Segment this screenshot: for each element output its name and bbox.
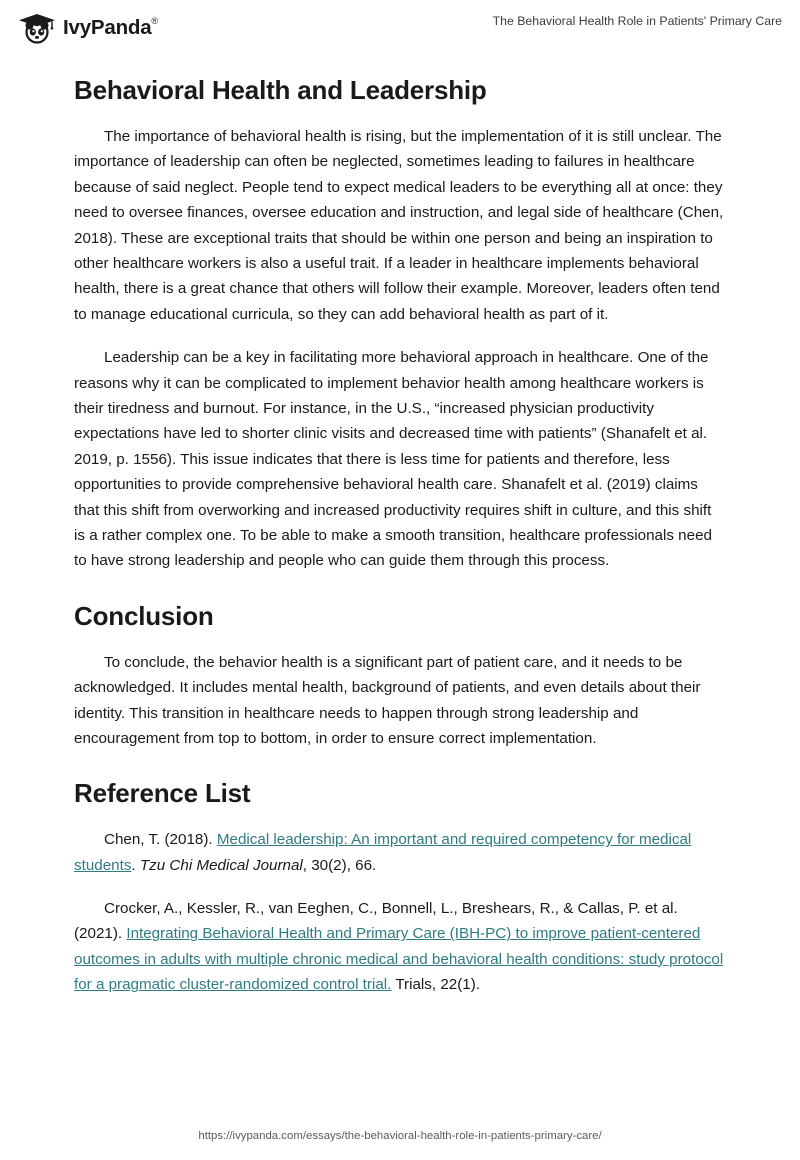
section-heading-behavioral-health-and-leadership: Behavioral Health and Leadership [74, 75, 487, 105]
paragraph: Leadership can be a key in facilitating more behavioral approach in healthcare. One of the reasons why it can be complicated to implement behavior health among healthcare workers is their tiredness and burnout. For instance, in the U.S., “increased physician productivity expectations have led to shorter clinic visits and decreased time with patients” (Shanafelt et al. 2019, p. 1556). This issue indicates that there is less time for patients and therefore, less opportunities to provide comprehensive behavioral health care. Shanafelt et al. (2019) claims that this shift from overworking and increased productivity requires shift in culture, and this shift is a rather complex one. To be able to make a smooth transition, healthcare professionals need to have strong leadership and people who can guide them through this process. [74, 349, 712, 570]
document-title-header: The Behavioral Health Role in Patients' Primary Care [492, 14, 782, 28]
reference-tail: Trials, 22(1). [395, 976, 481, 994]
reference-entry [74, 827, 726, 878]
reference-link[interactable]: Integrating Behavioral Health and Primary Care (IBH-PC) to improve patient-centered outcomes in adults with multiple chronic medical and behavioral health conditions: study protocol for a pragmatic cluster-randomized control trial. [74, 925, 724, 994]
brand-name [63, 16, 158, 40]
section-heading-conclusion: Conclusion [74, 600, 214, 631]
graduation-cap-panda-logo-icon [18, 12, 56, 44]
reference-entry [74, 896, 726, 998]
reference-prefix: Crocker, A., Kessler, R., van Eeghen, C., Bonnell, L., Breshears, R., & Callas, P. et al. (2021). [74, 900, 678, 943]
source-url[interactable]: https://ivypanda.com/essays/the-behavioral-health-role-in-patients-primary-care/ [198, 1130, 602, 1142]
section-heading-reference-list: Reference List [74, 778, 251, 809]
page-header [0, 0, 800, 52]
document-body [74, 62, 726, 1016]
paragraph: The importance of behavioral health is rising, but the implementation of it is still unclear. The importance of leadership can often be neglected, sometimes leading to failures in healthcare because of said neglect. People tend to expect medical leaders to be everything all at once: they need to oversee finances, oversee education and instruction, and legal side of healthcare (Chen, 2018). These are exceptional traits that should be within one person and being an inspiration to other healthcare workers is also a useful trait. If a leader in healthcare implements behavioral health, there is a great chance that others will follow their example. Moreover, leaders often tend to manage educational curricula, so they can add behavioral health as part of it. [74, 127, 724, 323]
reference-tail: , 30(2), 66. [302, 856, 377, 874]
page-footer [0, 1126, 800, 1144]
brand-registered-mark: ® [151, 16, 158, 27]
reference-journal-title: Tzu Chi Medical Journal [139, 856, 303, 874]
reference-after-link: . [131, 856, 140, 874]
paragraph: To conclude, the behavior health is a significant part of patient care, and it needs to be acknowledged. It includes mental health, background of patients, and even details about their identity. This transition in healthcare needs to happen through strong leadership and encouragement from top to bottom, in order to ensure correct implementation. [74, 653, 701, 747]
brand-name-text: IvyPanda [63, 16, 152, 39]
brand-logo-group[interactable] [18, 12, 158, 44]
reference-prefix: Chen, T. (2018). [104, 831, 217, 849]
reference-link[interactable]: Medical leadership: An important and required competency for medical students [74, 831, 692, 874]
